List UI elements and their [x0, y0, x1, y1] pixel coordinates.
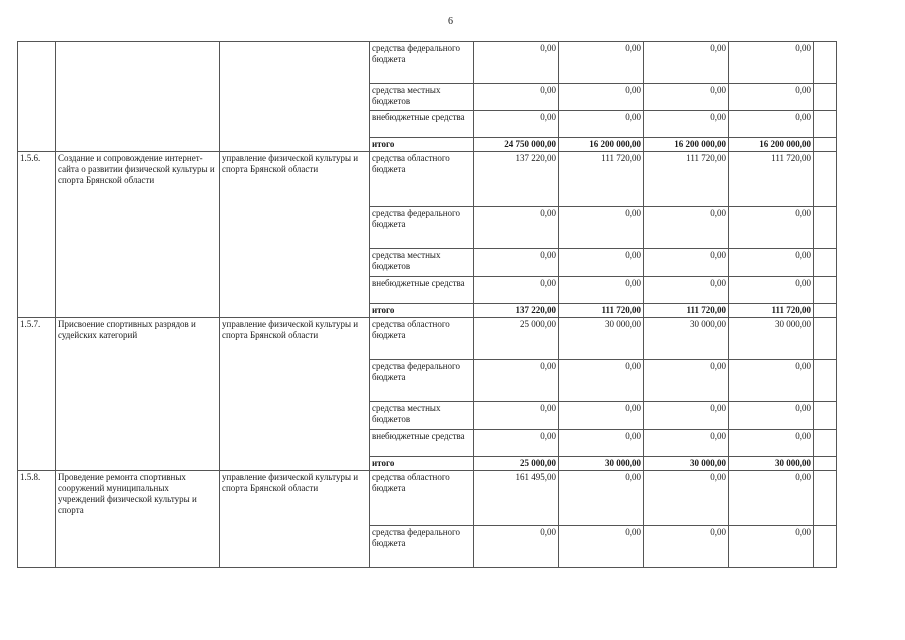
empty-cell — [814, 111, 837, 138]
empty-cell — [814, 207, 837, 249]
value-cell: 0,00 — [729, 526, 814, 568]
value-cell: 30 000,00 — [644, 457, 729, 471]
value-cell: 0,00 — [644, 277, 729, 304]
value-cell: 16 200 000,00 — [559, 138, 644, 152]
value-cell: 111 720,00 — [644, 304, 729, 318]
value-cell: 0,00 — [559, 84, 644, 111]
value-cell: 30 000,00 — [729, 457, 814, 471]
funding-source: средства федерального бюджета — [370, 207, 474, 249]
empty-cell — [814, 526, 837, 568]
empty-cell — [814, 402, 837, 430]
funding-source: средства федерального бюджета — [370, 360, 474, 402]
funding-source: средства федерального бюджета — [370, 526, 474, 568]
value-cell: 0,00 — [559, 360, 644, 402]
funding-source: средства местных бюджетов — [370, 402, 474, 430]
item-name-cell — [56, 42, 220, 152]
value-cell: 0,00 — [474, 430, 559, 457]
agency-cell — [220, 42, 370, 152]
value-cell: 0,00 — [644, 402, 729, 430]
value-cell: 0,00 — [644, 430, 729, 457]
value-cell: 0,00 — [474, 277, 559, 304]
funding-source: средства областного бюджета — [370, 318, 474, 360]
funding-source: внебюджетные средства — [370, 277, 474, 304]
value-cell: 0,00 — [474, 42, 559, 84]
value-cell: 0,00 — [644, 111, 729, 138]
empty-cell — [814, 430, 837, 457]
value-cell: 0,00 — [729, 471, 814, 526]
value-cell: 0,00 — [559, 42, 644, 84]
empty-cell — [814, 360, 837, 402]
agency: управление физической культуры и спорта Брянской области — [220, 152, 370, 318]
value-cell: 0,00 — [644, 471, 729, 526]
funding-source: средства местных бюджетов — [370, 84, 474, 111]
item-number-cell — [18, 42, 56, 152]
item-number: 1.5.8. — [18, 471, 56, 568]
value-cell: 0,00 — [644, 526, 729, 568]
table-row — [18, 318, 837, 360]
budget-table — [17, 41, 837, 568]
value-cell: 0,00 — [729, 360, 814, 402]
empty-cell — [814, 471, 837, 526]
empty-cell — [814, 84, 837, 111]
value-cell: 0,00 — [729, 111, 814, 138]
value-cell: 0,00 — [474, 111, 559, 138]
value-cell: 111 720,00 — [559, 304, 644, 318]
empty-cell — [814, 152, 837, 207]
value-cell: 137 220,00 — [474, 152, 559, 207]
page-number: 6 — [448, 16, 453, 27]
value-cell: 30 000,00 — [559, 318, 644, 360]
value-cell: 0,00 — [729, 402, 814, 430]
value-cell: 0,00 — [644, 360, 729, 402]
funding-source: средства федерального бюджета — [370, 42, 474, 84]
empty-cell — [814, 318, 837, 360]
empty-cell — [814, 249, 837, 277]
value-cell: 0,00 — [474, 207, 559, 249]
empty-cell — [814, 457, 837, 471]
funding-source: итого — [370, 304, 474, 318]
value-cell: 16 200 000,00 — [644, 138, 729, 152]
funding-source: средства местных бюджетов — [370, 249, 474, 277]
value-cell: 0,00 — [559, 471, 644, 526]
value-cell: 0,00 — [729, 42, 814, 84]
table-row — [18, 471, 837, 526]
value-cell: 161 495,00 — [474, 471, 559, 526]
funding-source: средства областного бюджета — [370, 152, 474, 207]
value-cell: 25 000,00 — [474, 457, 559, 471]
item-number: 1.5.7. — [18, 318, 56, 471]
value-cell: 30 000,00 — [559, 457, 644, 471]
value-cell: 0,00 — [474, 84, 559, 111]
funding-source: внебюджетные средства — [370, 111, 474, 138]
value-cell: 0,00 — [729, 277, 814, 304]
empty-cell — [814, 42, 837, 84]
item-name: Присвоение спортивных разрядов и судейских категорий — [56, 318, 220, 471]
funding-source: итого — [370, 138, 474, 152]
value-cell: 0,00 — [474, 402, 559, 430]
value-cell: 30 000,00 — [729, 318, 814, 360]
value-cell: 25 000,00 — [474, 318, 559, 360]
table-row — [18, 42, 837, 84]
value-cell: 0,00 — [644, 84, 729, 111]
value-cell: 0,00 — [559, 526, 644, 568]
funding-source: средства областного бюджета — [370, 471, 474, 526]
value-cell: 0,00 — [729, 84, 814, 111]
agency: управление физической культуры и спорта Брянской области — [220, 318, 370, 471]
value-cell: 0,00 — [729, 207, 814, 249]
value-cell: 111 720,00 — [559, 152, 644, 207]
value-cell: 16 200 000,00 — [729, 138, 814, 152]
value-cell: 111 720,00 — [644, 152, 729, 207]
value-cell: 30 000,00 — [644, 318, 729, 360]
empty-cell — [814, 277, 837, 304]
value-cell: 0,00 — [559, 277, 644, 304]
table-row — [18, 152, 837, 207]
item-name: Проведение ремонта спортивных сооружений муниципальных учреждений физической культуры и спорта — [56, 471, 220, 568]
funding-source: внебюджетные средства — [370, 430, 474, 457]
value-cell: 0,00 — [644, 249, 729, 277]
value-cell: 0,00 — [729, 430, 814, 457]
value-cell: 0,00 — [559, 207, 644, 249]
agency: управление физической культуры и спорта Брянской области — [220, 471, 370, 568]
value-cell: 0,00 — [559, 111, 644, 138]
value-cell: 0,00 — [559, 402, 644, 430]
value-cell: 0,00 — [559, 249, 644, 277]
item-number: 1.5.6. — [18, 152, 56, 318]
value-cell: 137 220,00 — [474, 304, 559, 318]
item-name: Создание и сопровождение интернет-сайта о развитии физической культуры и спорта Брянской области — [56, 152, 220, 318]
value-cell: 0,00 — [644, 42, 729, 84]
value-cell: 111 720,00 — [729, 304, 814, 318]
value-cell: 0,00 — [474, 526, 559, 568]
value-cell: 0,00 — [474, 249, 559, 277]
value-cell: 0,00 — [474, 360, 559, 402]
empty-cell — [814, 304, 837, 318]
value-cell: 24 750 000,00 — [474, 138, 559, 152]
funding-source: итого — [370, 457, 474, 471]
value-cell: 0,00 — [644, 207, 729, 249]
value-cell: 111 720,00 — [729, 152, 814, 207]
value-cell: 0,00 — [729, 249, 814, 277]
empty-cell — [814, 138, 837, 152]
value-cell: 0,00 — [559, 430, 644, 457]
